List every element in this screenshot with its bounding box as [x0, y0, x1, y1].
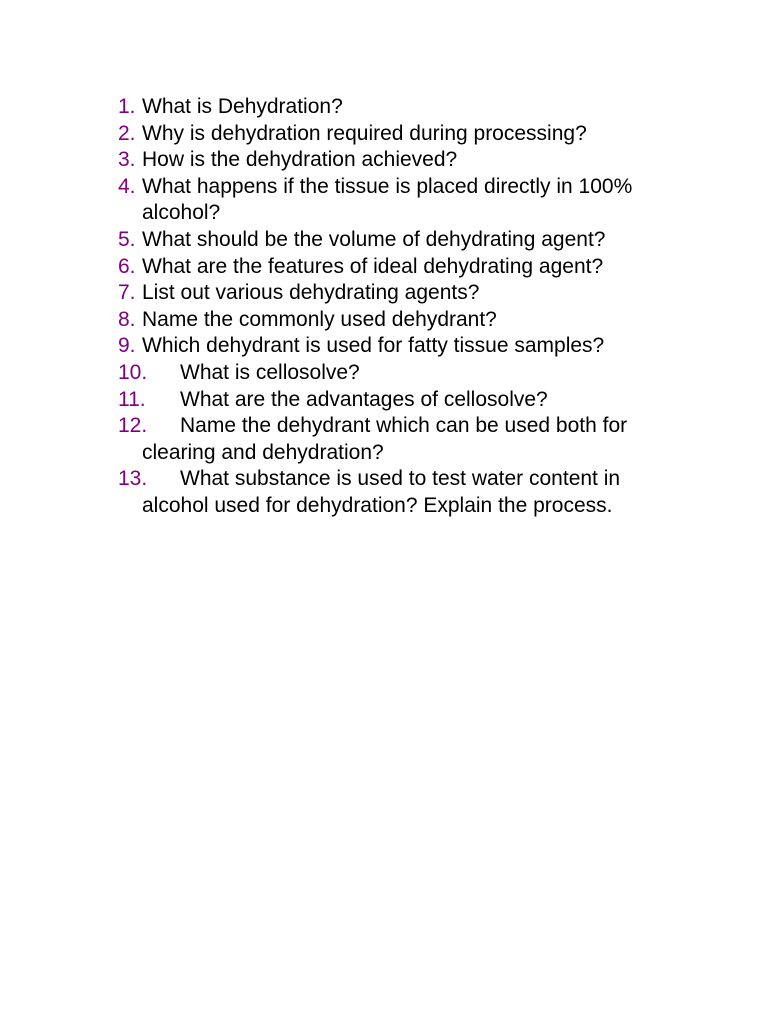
question-number: 8.: [118, 307, 136, 331]
question-item-5: [118, 227, 718, 254]
question-text: What happens if the tissue is placed directly in 100%: [142, 174, 633, 198]
question-number: 2.: [118, 121, 136, 145]
question-item-8: [118, 307, 718, 334]
question-number: 5.: [118, 227, 136, 251]
question-text: Why is dehydration required during processing?: [142, 121, 587, 145]
question-item-4: [118, 174, 718, 227]
question-number: 3.: [118, 148, 136, 172]
question-text-continued: alcohol used for dehydration? Explain the process.: [142, 493, 613, 517]
question-text: What should be the volume of dehydrating agent?: [142, 227, 606, 251]
question-text: Name the dehydrant which can be used both for: [180, 414, 628, 438]
question-text-continued: clearing and dehydration?: [142, 440, 384, 464]
question-item-9: [118, 333, 718, 360]
question-number: 9.: [118, 334, 136, 358]
question-text: What is Dehydration?: [142, 95, 343, 118]
question-text: What substance is used to test water content in: [180, 467, 621, 491]
question-item-6: [118, 254, 718, 281]
question-text: List out various dehydrating agents?: [142, 281, 480, 305]
question-number: 6.: [118, 254, 136, 278]
question-number: 13.: [118, 467, 148, 491]
question-item-2: [118, 121, 718, 148]
question-text-continued: alcohol?: [142, 201, 221, 225]
question-item-7: [118, 280, 718, 307]
question-number: 4.: [118, 174, 136, 198]
question-number: 10.: [118, 360, 148, 384]
question-item-3: [118, 147, 718, 174]
question-item-11: [118, 387, 718, 414]
question-number: 11.: [118, 387, 146, 411]
question-item-1: [118, 94, 718, 121]
question-text: Which dehydrant is used for fatty tissue samples?: [142, 334, 605, 358]
question-item-10: [118, 360, 718, 387]
question-text: Name the commonly used dehydrant?: [142, 307, 497, 331]
question-text: How is the dehydration achieved?: [142, 148, 458, 172]
question-list: [118, 94, 718, 520]
question-item-12: [118, 413, 718, 466]
question-item-13: [118, 466, 718, 519]
question-text: What are the advantages of cellosolve?: [180, 387, 548, 411]
question-number: 12.: [118, 414, 148, 438]
question-text: What are the features of ideal dehydrating agent?: [142, 254, 604, 278]
question-number: 1.: [118, 95, 136, 118]
question-number: 7.: [118, 281, 136, 305]
question-text: What is cellosolve?: [180, 360, 360, 384]
